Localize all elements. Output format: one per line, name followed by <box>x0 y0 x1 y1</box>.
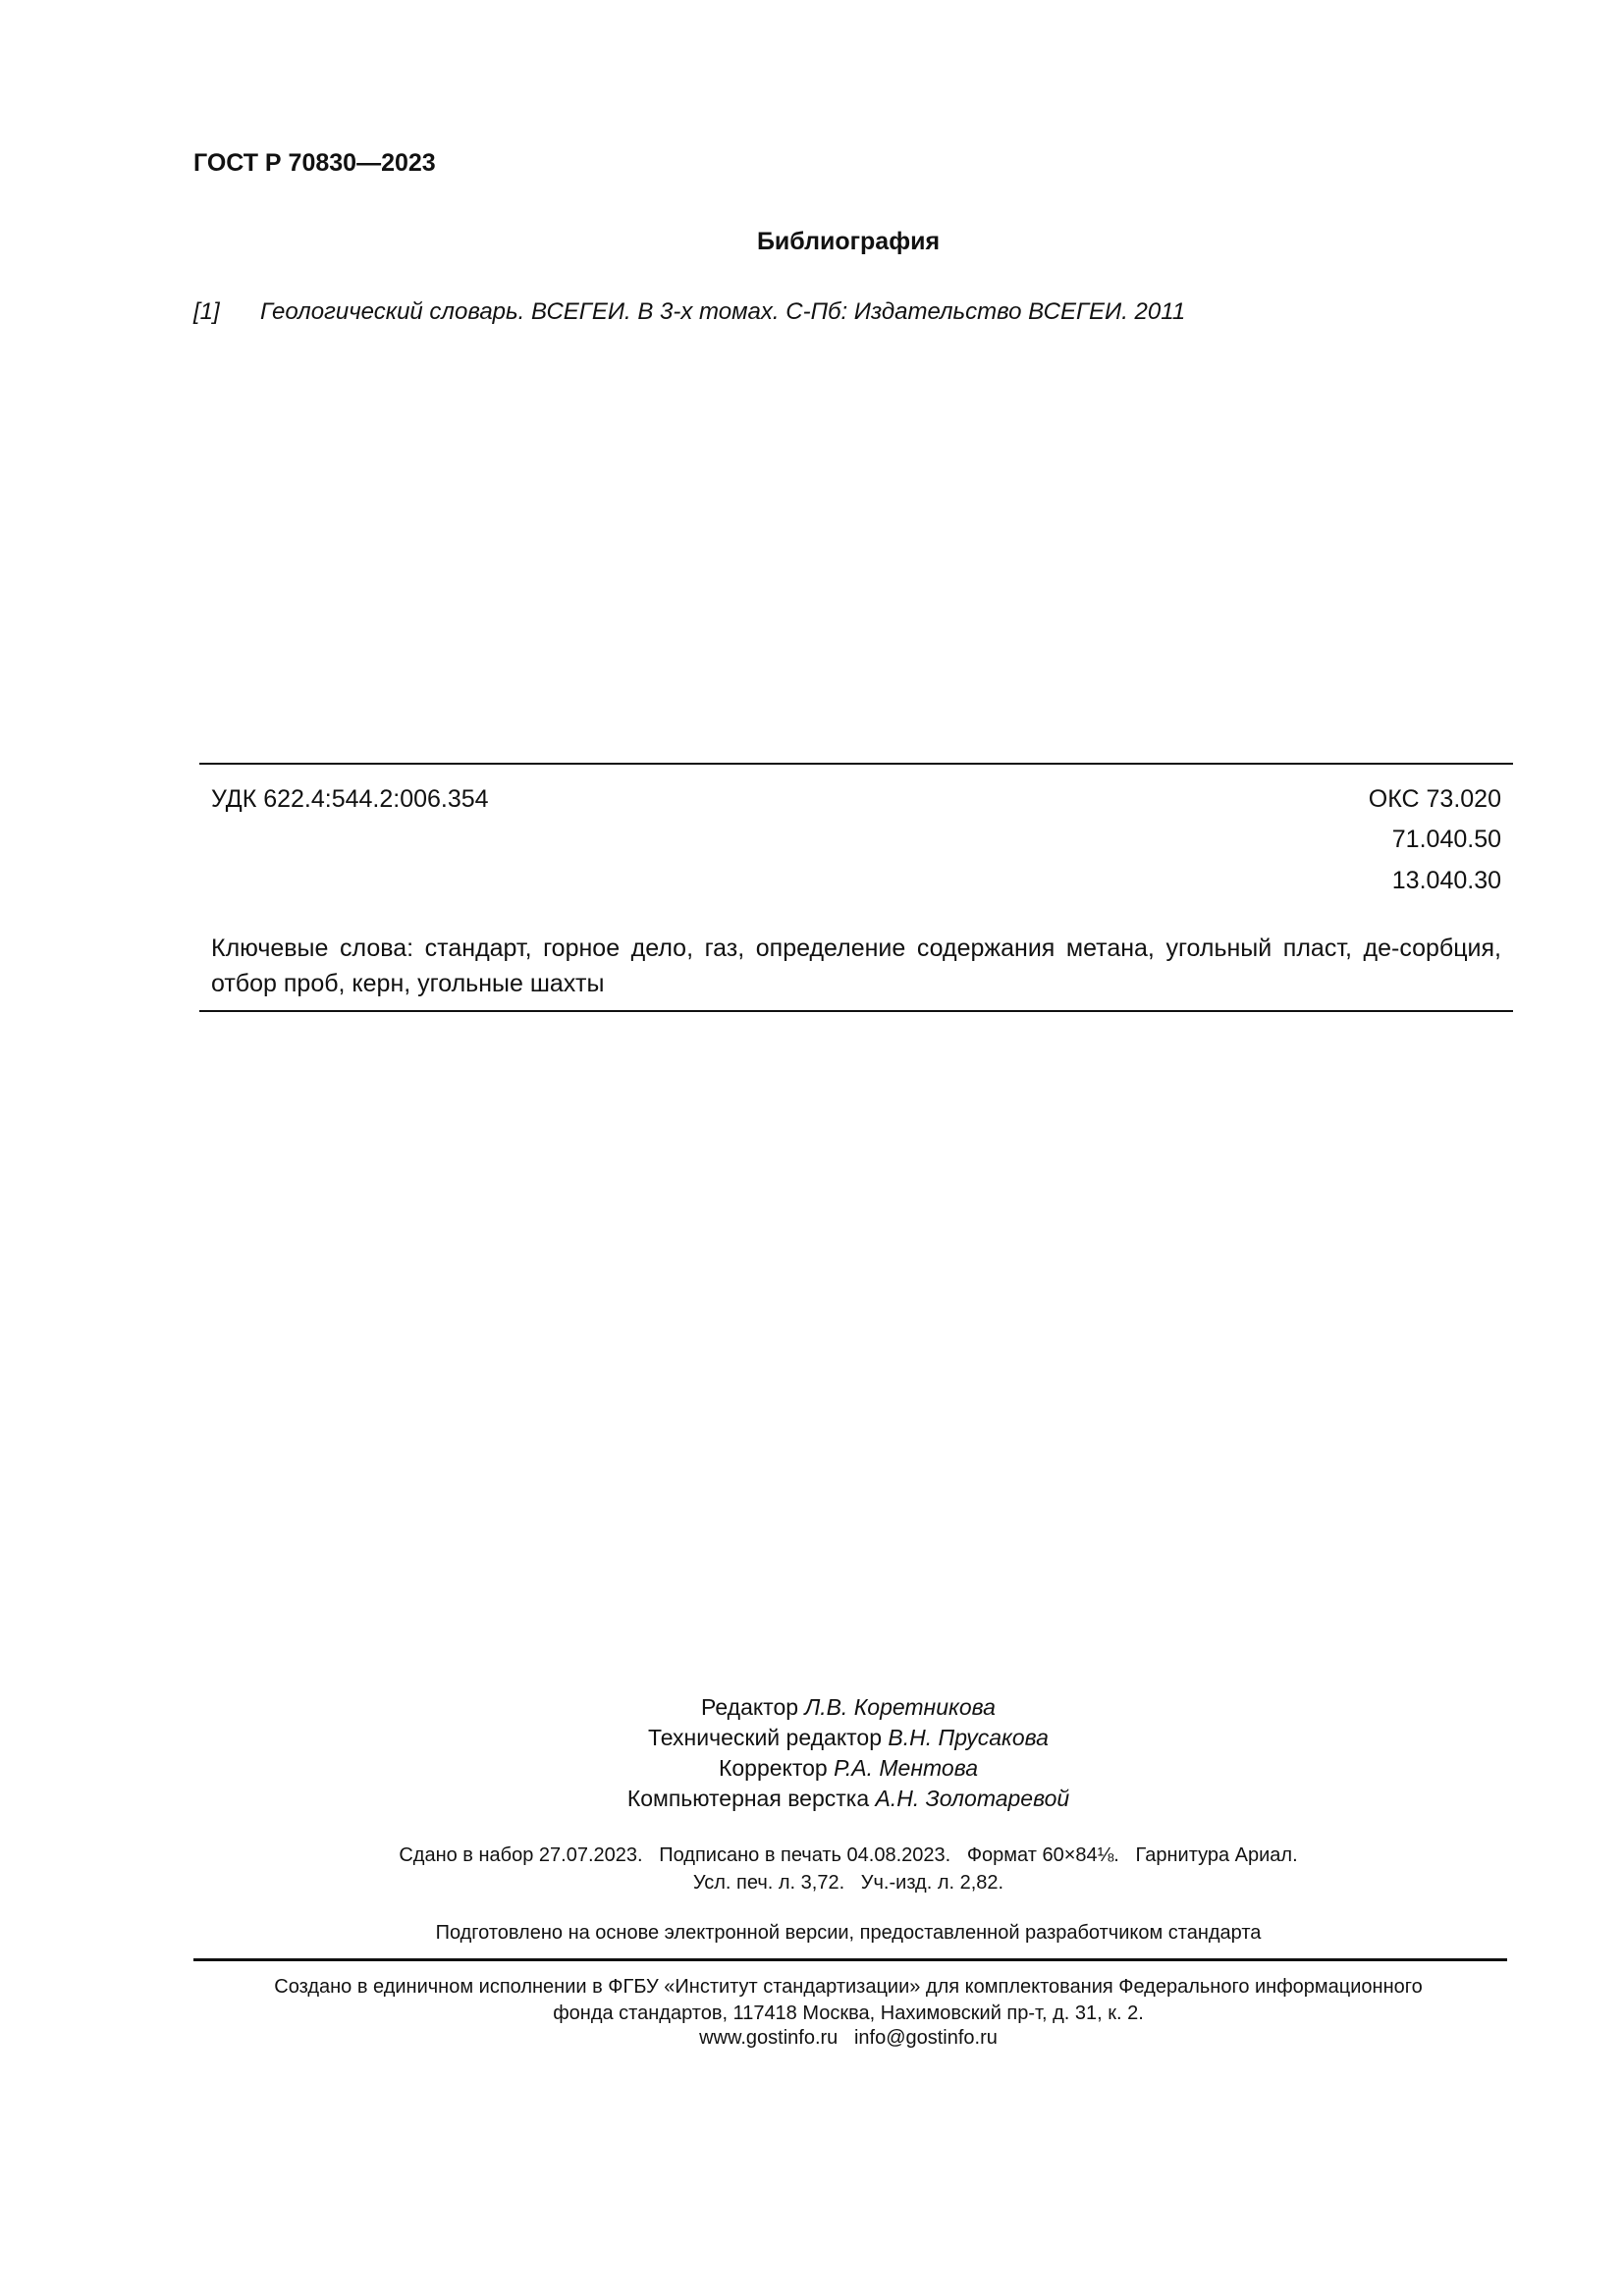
oks-code-1: ОКС 73.020 <box>1368 785 1501 813</box>
credit-tech-editor: Технический редактор В.Н. Прусакова <box>648 1725 1049 1750</box>
oks-code-2: 71.040.50 <box>1391 826 1501 853</box>
footer-contacts: www.gostinfo.ru info@gostinfo.ru <box>699 2027 998 2049</box>
credit-proofreader: Корректор Р.А. Ментова <box>718 1755 978 1781</box>
divider-thick <box>193 1958 1507 1961</box>
credit-editor: Редактор Л.В. Коретникова <box>701 1694 996 1720</box>
divider <box>199 1010 1513 1012</box>
imprint-line-2: Усл. печ. л. 3,72. Уч.-изд. л. 2,82. <box>692 1872 1004 1894</box>
bibliography-item-text: Геологический словарь. ВСЕГЕИ. В 3-х томах. С-Пб: Издательство ВСЕГЕИ. 2011 <box>260 298 1186 325</box>
bibliography-title: Библиография <box>756 228 941 255</box>
oks-code-3: 13.040.30 <box>1391 867 1501 894</box>
udc-code: УДК 622.4:544.2:006.354 <box>211 785 489 813</box>
imprint-line-1: Сдано в набор 27.07.2023. Подписано в печать 04.08.2023. Формат 60×84⅛. Гарнитура Ариал. <box>399 1844 1298 1866</box>
credit-layout: Компьютерная верстка А.Н. Золотаревой <box>626 1786 1070 1811</box>
keywords: Ключевые слова: стандарт, горное дело, газ, определение содержания метана, угольный пласт, де-сорбция, отбор проб, керн, угольные шахты <box>211 934 1501 997</box>
footer-line-2: фонда стандартов, 117418 Москва, Нахимовский пр-т, д. 31, к. 2. <box>553 2002 1144 2024</box>
prepared-note: Подготовлено на основе электронной версии, предоставленной разработчиком стандарта <box>435 1922 1262 1944</box>
bibliography-item-number: [1] <box>193 298 220 325</box>
footer-line-1: Создано в единичном исполнении в ФГБУ «Институт стандартизации» для комплектования Федерального информационного <box>274 1976 1423 1998</box>
divider <box>199 763 1513 765</box>
document-number: ГОСТ Р 70830—2023 <box>193 149 436 177</box>
